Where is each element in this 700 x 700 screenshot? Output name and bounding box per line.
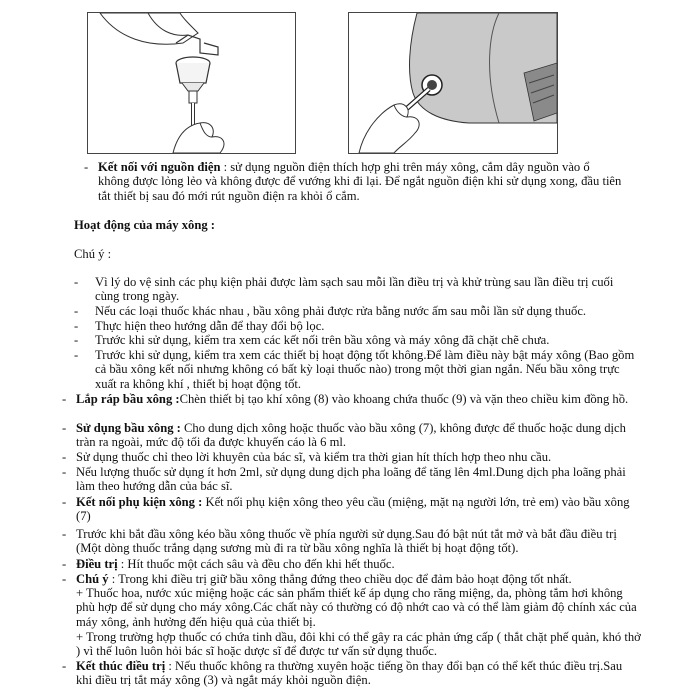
assembly-paragraph [76,392,641,406]
bullet: - [74,348,79,362]
bullet: - [62,557,67,571]
treat-text: : Hít thuốc một cách sâu và đều cho đến khi hết thuốc. [117,557,395,571]
assembly-text: Chèn thiết bị tạo khí xông (8) vào khoang chứa thuốc (9) và vặn theo chiều kim đồng hồ. [179,392,629,406]
section-title: Hoạt động của máy xông : [74,218,215,232]
bullet: - [62,659,67,673]
note-label: Chú ý : [74,247,112,261]
use-label: Sử dụng bầu xông : [76,421,181,435]
figure-compressor-outlet [348,12,558,154]
end-label: Kết thúc điều trị [76,659,166,673]
start-paragraph: Trước khi bắt đầu xông kéo bầu xông thuốc về phía người sử dụng.Sau đó bật nút tắt mở và bắt đầu điều trị (Một dòng thuốc trắng dạng sương mù đi ra từ bầu xông nghĩa là thiết bị hoạt động tốt). [76,527,617,556]
bullet: - [62,392,67,406]
dilute-paragraph: Nếu lượng thuốc sử dụng ít hơn 2ml, sử dụng dung dịch pha loãng để tăng lên 4ml.Dung dịch pha loãng phải làm theo hướng dẫn của bác sĩ. [76,465,626,494]
note-item: Nếu các loại thuốc khác nhau , bầu xông phải được rửa bằng nước ấm sau mỗi lần sử dụng thuốc. [95,304,587,318]
note-item: Thực hiện theo hướng dẫn để thay đổi bộ lọc. [95,319,325,333]
bullet: - [62,572,67,586]
note-item: Vì lý do vệ sinh các phụ kiện phải được làm sạch sau mỗi lần điều trị và khử trùng sau lần điều trị cuối cùng trong ngày. [95,275,614,304]
treat-label: Điều trị [76,557,118,571]
bullet: - [74,275,79,289]
end-text: : Nếu thuốc không ra thường xuyên hoặc tiếng ồn thay đổi bạn có thể kết thúc điều trị.Sau khi điều trị tắt máy xông (3) và ngắt máy khỏi nguồn điện. [76,659,623,688]
connect-text: Kết nối phụ kiện xông theo yêu cầu (miệng, mặt nạ người lớn, trẻ em) vào bầu xông (7) [76,495,630,524]
note-item: Trước khi sử dụng, kiểm tra xem các kết nối trên bầu xông và máy xông đã chặt chẽ chưa. [95,333,550,347]
figure-nebulizer-cup [87,12,296,154]
bullet: - [84,160,89,174]
caution-detail: + Trong trường hợp thuốc có chứa tinh dầu, đôi khi có thể gây ra các phản ứng cấp ( thắt chặt phế quản, khó thở ) vì thế luôn luôn hỏi bác sĩ hoặc dược sĩ để được tư vấn sử dụng thuốc. [76,630,641,659]
bullet: - [62,421,67,435]
caution-label: Chú ý [76,572,109,586]
nebulizer-cup-illustration [88,13,295,153]
use-paragraph [76,421,641,450]
end-paragraph [76,659,641,688]
power-paragraph [98,160,622,203]
note-item: Trước khi sử dụng, kiểm tra xem các thiết bị hoạt động tốt không.Để làm điều này bật máy xông (Bao gồm cả bầu xông kết nối nhưng không có bất kỳ loại thuốc nào) trong một thời gian ngắn. Nếu bầu xông trực xuất ra không khí , thiết bị hoạt động tốt. [95,348,635,391]
caution-paragraph [76,572,641,586]
bullet: - [62,465,67,479]
bullet: - [62,450,67,464]
bullet: - [62,495,67,509]
treat-paragraph [76,557,641,571]
caution-text: : Trong khi điều trị giữ bầu xông thẳng đứng theo chiều dọc để đảm bảo hoạt động tốt nhất. [108,572,572,586]
connect-label: Kết nối phụ kiện xông : [76,495,203,509]
use-text: Cho dung dịch xông hoặc thuốc vào bầu xông (7), không được để thuốc hoặc dung dịch tràn ra ngoài, mức độ tối đa được khuyến cáo là 6 ml. [76,421,626,450]
compressor-outlet-illustration [349,13,557,153]
bullet: - [74,333,79,347]
bullet: - [62,527,67,541]
assembly-label: Lắp ráp bầu xông : [76,392,180,406]
bullet: - [74,304,79,318]
bullet: - [74,319,79,333]
caution-detail: + Thuốc hoa, nước xúc miệng hoặc các sản phẩm thiết kế áp dụng cho răng miệng, da, phòng tắm hơi không phù hợp để sử dụng cho máy xông.Các chất này có thường có độ nhớt cao và có thể làm giảm độ chính xác của máy xông, ảnh hưởng đến hiệu quả của thiết bị. [76,586,637,629]
power-text: : sử dụng nguồn điện thích hợp ghi trên máy xông, cắm dây nguồn vào ổ không được lỏng lẻo và không được để vướng khi đi lại. Để ngắt nguồn điện khi sử dụng xong, đầu tiên tắt thiết bị sau đó mới rút nguồn điện ra khỏi ổ cắm. [98,160,622,203]
power-label: Kết nối với nguồn điện [98,160,221,174]
doctor-paragraph: Sử dụng thuốc chỉ theo lời khuyên của bác sĩ, và kiểm tra thời gian hít thích hợp theo nhu cầu. [76,450,552,464]
connect-paragraph [76,495,641,524]
